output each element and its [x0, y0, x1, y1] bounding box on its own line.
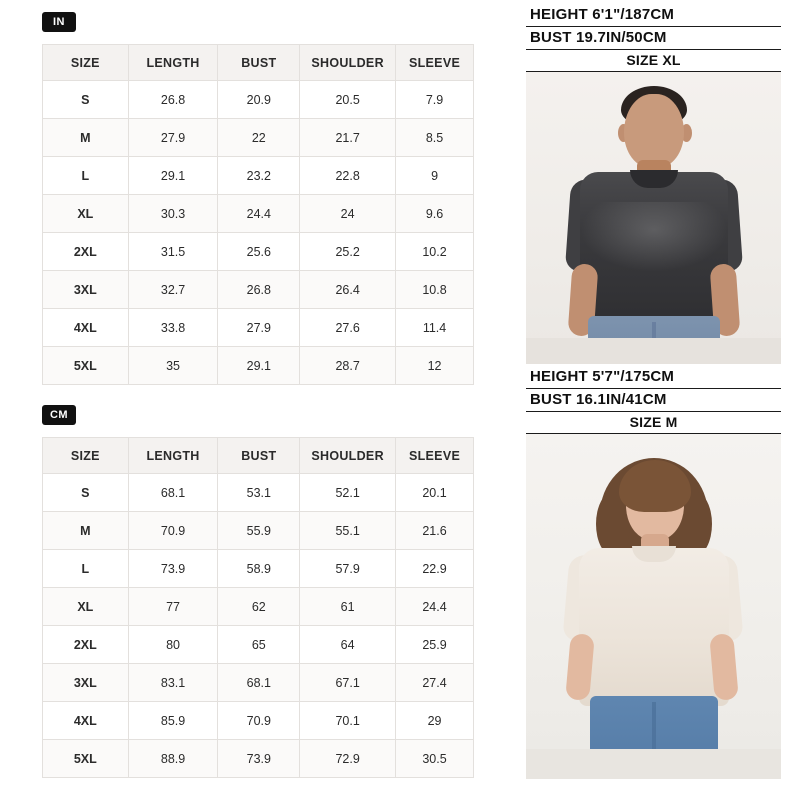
cell-length: 35	[128, 347, 218, 385]
cell-length: 33.8	[128, 309, 218, 347]
cell-shoulder: 26.4	[300, 271, 396, 309]
cell-shoulder: 22.8	[300, 157, 396, 195]
size-table-inches	[42, 44, 474, 385]
cell-bust: 20.9	[218, 81, 300, 119]
col-header-shoulder: SHOULDER	[300, 45, 396, 81]
col-header-sleeve: SLEEVE	[396, 45, 474, 81]
cell-length: 83.1	[128, 664, 218, 702]
col-header-sleeve: SLEEVE	[396, 438, 474, 474]
model-photos-column	[508, 0, 800, 800]
cell-sleeve: 9.6	[396, 195, 474, 233]
table-row	[43, 702, 474, 740]
model-photo-female	[526, 434, 781, 779]
cell-size: S	[43, 81, 129, 119]
model-bust-male: BUST 19.7IN/50CM	[526, 27, 781, 50]
badge-row-inches	[42, 12, 474, 38]
cell-shoulder: 27.6	[300, 309, 396, 347]
model-card-male	[526, 4, 781, 364]
cell-length: 77	[128, 588, 218, 626]
cell-shoulder: 72.9	[300, 740, 396, 778]
cell-sleeve: 29	[396, 702, 474, 740]
size-table-centimeters	[42, 437, 474, 778]
table-row	[43, 740, 474, 778]
cell-sleeve: 20.1	[396, 474, 474, 512]
cell-size: L	[43, 157, 129, 195]
cell-size: 4XL	[43, 702, 129, 740]
cell-length: 80	[128, 626, 218, 664]
model-height-female: HEIGHT 5'7"/175CM	[526, 366, 781, 389]
table-row	[43, 271, 474, 309]
cell-size: 3XL	[43, 664, 129, 702]
cell-shoulder: 25.2	[300, 233, 396, 271]
cell-sleeve: 11.4	[396, 309, 474, 347]
cell-sleeve: 7.9	[396, 81, 474, 119]
table-header-row	[43, 45, 474, 81]
table-row	[43, 233, 474, 271]
model-height-male: HEIGHT 6'1"/187CM	[526, 4, 781, 27]
table-row	[43, 474, 474, 512]
cell-bust: 53.1	[218, 474, 300, 512]
cell-shoulder: 24	[300, 195, 396, 233]
cell-sleeve: 27.4	[396, 664, 474, 702]
cell-bust: 25.6	[218, 233, 300, 271]
model-specs-female	[526, 366, 781, 434]
table-row	[43, 195, 474, 233]
cell-sleeve: 24.4	[396, 588, 474, 626]
cell-length: 31.5	[128, 233, 218, 271]
cell-bust: 62	[218, 588, 300, 626]
size-table-block-centimeters	[42, 405, 474, 778]
col-header-size: SIZE	[43, 45, 129, 81]
cell-length: 85.9	[128, 702, 218, 740]
cell-length: 26.8	[128, 81, 218, 119]
table-row	[43, 119, 474, 157]
col-header-shoulder: SHOULDER	[300, 438, 396, 474]
cell-size: XL	[43, 588, 129, 626]
table-row	[43, 309, 474, 347]
model-photo-male	[526, 72, 781, 364]
cell-size: 2XL	[43, 626, 129, 664]
table-row	[43, 157, 474, 195]
table-row	[43, 347, 474, 385]
cell-bust: 58.9	[218, 550, 300, 588]
cell-shoulder: 28.7	[300, 347, 396, 385]
col-header-size: SIZE	[43, 438, 129, 474]
badge-row-centimeters	[42, 405, 474, 431]
cell-length: 68.1	[128, 474, 218, 512]
cell-length: 29.1	[128, 157, 218, 195]
cell-size: M	[43, 119, 129, 157]
model-specs-male	[526, 4, 781, 72]
cell-shoulder: 55.1	[300, 512, 396, 550]
cell-size: XL	[43, 195, 129, 233]
model-bust-female: BUST 16.1IN/41CM	[526, 389, 781, 412]
cell-bust: 27.9	[218, 309, 300, 347]
cell-size: L	[43, 550, 129, 588]
cell-sleeve: 10.8	[396, 271, 474, 309]
table-row	[43, 81, 474, 119]
cell-bust: 24.4	[218, 195, 300, 233]
cell-shoulder: 61	[300, 588, 396, 626]
cell-length: 88.9	[128, 740, 218, 778]
unit-badge-in: IN	[42, 12, 76, 32]
col-header-bust: BUST	[218, 438, 300, 474]
cell-bust: 29.1	[218, 347, 300, 385]
cell-size: 3XL	[43, 271, 129, 309]
table-header-row	[43, 438, 474, 474]
size-table-block-inches	[42, 12, 474, 385]
cell-bust: 55.9	[218, 512, 300, 550]
cell-sleeve: 10.2	[396, 233, 474, 271]
table-row	[43, 664, 474, 702]
cell-size: 4XL	[43, 309, 129, 347]
cell-sleeve: 9	[396, 157, 474, 195]
photo-floor	[526, 338, 781, 364]
cell-size: M	[43, 512, 129, 550]
cell-length: 27.9	[128, 119, 218, 157]
cell-bust: 26.8	[218, 271, 300, 309]
table-row	[43, 550, 474, 588]
table-row	[43, 626, 474, 664]
cell-sleeve: 12	[396, 347, 474, 385]
cell-length: 73.9	[128, 550, 218, 588]
col-header-length: LENGTH	[128, 438, 218, 474]
col-header-bust: BUST	[218, 45, 300, 81]
model-size-male: SIZE XL	[526, 50, 781, 72]
female-arm-right	[709, 633, 739, 701]
table-row	[43, 512, 474, 550]
female-figure	[526, 434, 781, 779]
photo-floor	[526, 749, 781, 779]
cell-shoulder: 20.5	[300, 81, 396, 119]
cell-bust: 70.9	[218, 702, 300, 740]
cell-sleeve: 25.9	[396, 626, 474, 664]
cell-size: S	[43, 474, 129, 512]
cell-sleeve: 21.6	[396, 512, 474, 550]
cell-shoulder: 57.9	[300, 550, 396, 588]
male-head	[624, 94, 684, 168]
cell-bust: 73.9	[218, 740, 300, 778]
table-row	[43, 588, 474, 626]
cell-bust: 22	[218, 119, 300, 157]
cell-bust: 68.1	[218, 664, 300, 702]
cell-sleeve: 22.9	[396, 550, 474, 588]
cell-sleeve: 30.5	[396, 740, 474, 778]
cell-length: 30.3	[128, 195, 218, 233]
cell-length: 70.9	[128, 512, 218, 550]
cell-size: 2XL	[43, 233, 129, 271]
cell-size: 5XL	[43, 740, 129, 778]
col-header-length: LENGTH	[128, 45, 218, 81]
cell-shoulder: 52.1	[300, 474, 396, 512]
cell-size: 5XL	[43, 347, 129, 385]
male-tshirt-wash-effect	[580, 202, 728, 272]
cell-length: 32.7	[128, 271, 218, 309]
model-size-female: SIZE M	[526, 412, 781, 434]
cell-shoulder: 21.7	[300, 119, 396, 157]
unit-badge-cm: CM	[42, 405, 76, 425]
model-card-female	[526, 366, 781, 796]
cell-bust: 65	[218, 626, 300, 664]
cell-bust: 23.2	[218, 157, 300, 195]
male-figure	[526, 72, 781, 364]
cell-sleeve: 8.5	[396, 119, 474, 157]
female-tshirt	[579, 548, 729, 706]
cell-shoulder: 70.1	[300, 702, 396, 740]
cell-shoulder: 67.1	[300, 664, 396, 702]
cell-shoulder: 64	[300, 626, 396, 664]
